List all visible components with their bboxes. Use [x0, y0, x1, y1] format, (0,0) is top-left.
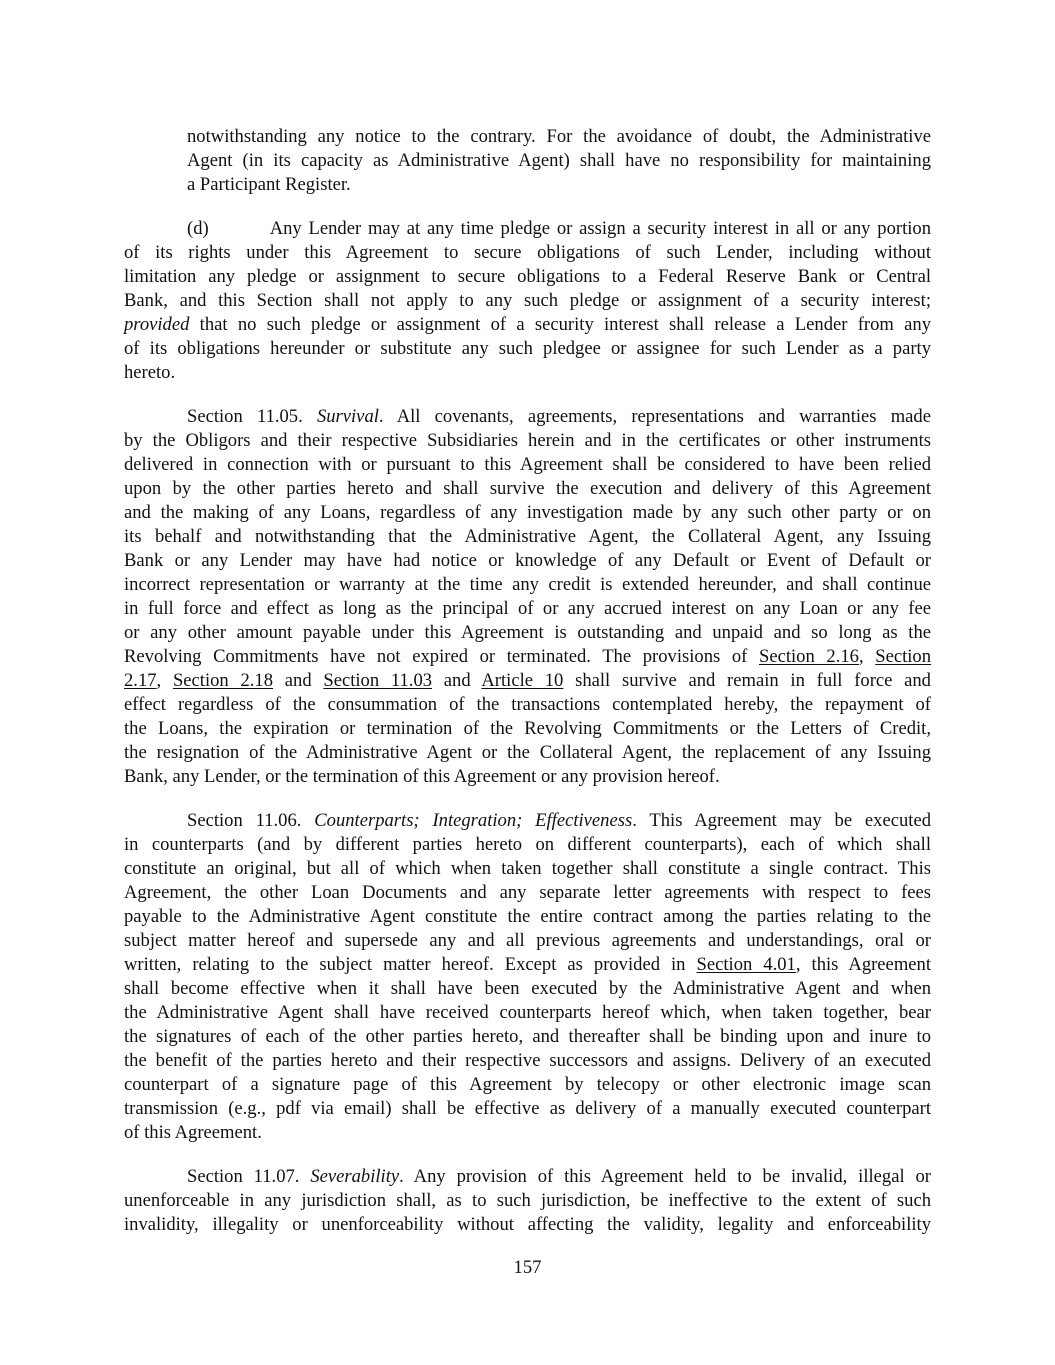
text-segment: hereto. [124, 362, 176, 383]
cross-reference-link[interactable]: Article 10 [481, 670, 564, 691]
text-line [124, 717, 931, 741]
text-line [124, 337, 931, 361]
text-line [124, 1049, 931, 1073]
cross-reference-link[interactable]: Section 2.16 [758, 646, 859, 667]
text-line [124, 525, 931, 549]
paragraph [124, 405, 931, 789]
text-line [124, 405, 931, 429]
text-line [124, 1073, 931, 1097]
text-segment: transmission (e.g., pdf via email) shall be effective as delivery of a manually executed counterpart [124, 1098, 931, 1119]
text-line [124, 621, 931, 645]
text-segment: Section 11.05. [187, 406, 317, 427]
text-line [124, 1025, 931, 1049]
text-segment: Section 11.07. [187, 1166, 311, 1187]
text-segment: the benefit of the parties hereto and their respective successors and assigns. Delivery of an executed [124, 1050, 931, 1071]
text-line [124, 361, 931, 385]
text-line [124, 857, 931, 881]
italic-heading: Survival [316, 406, 379, 427]
text-segment: shall survive and remain in full force and [563, 670, 931, 691]
text-segment: . Any provision of this Agreement held to be invalid, illegal or [399, 1166, 931, 1187]
text-segment: payable to the Administrative Agent constitute the entire contract among the parties relating to the [124, 906, 931, 927]
text-line [124, 645, 931, 669]
text-segment: shall become effective when it shall have been executed by the Administrative Agent and when [124, 978, 931, 999]
document-body [124, 125, 931, 1257]
cross-reference-link[interactable]: Section 2.18 [172, 670, 274, 691]
text-segment: , [858, 646, 876, 667]
text-line [124, 241, 931, 265]
text-line [187, 149, 931, 173]
text-line [187, 173, 931, 197]
text-segment: of its rights under this Agreement to secure obligations of such Lender, including without [124, 242, 931, 263]
text-segment: counterpart of a signature page of this Agreement by telecopy or other electronic image scan [124, 1074, 931, 1095]
cross-reference-link[interactable]: Section [875, 646, 932, 667]
text-line [124, 453, 931, 477]
text-segment: Bank, any Lender, or the termination of this Agreement or any provision hereof. [124, 766, 720, 787]
text-line [124, 765, 931, 789]
text-segment: Agreement, the other Loan Documents and any separate letter agreements with respect to fees [124, 882, 931, 903]
text-line [124, 313, 931, 337]
text-line [124, 265, 931, 289]
text-segment: a Participant Register. [187, 174, 351, 195]
page-number: 157 [513, 1257, 542, 1278]
text-segment: or any other amount payable under this Agreement is outstanding and unpaid and so long as the [124, 622, 931, 643]
text-line [124, 549, 931, 573]
paragraph [124, 217, 931, 385]
text-line [124, 693, 931, 717]
text-segment: by the Obligors and their respective Subsidiaries herein and in the certificates or other instruments [124, 430, 931, 451]
text-segment: . This Agreement may be executed [632, 810, 931, 831]
text-segment: effect regardless of the consummation of the transactions contemplated hereby, the repayment of [124, 694, 931, 715]
text-line [124, 741, 931, 765]
text-segment: upon by the other parties hereto and shall survive the execution and delivery of this Agreement [124, 478, 931, 499]
text-segment: the Administrative Agent shall have received counterparts hereof which, when taken together, bear [124, 1002, 931, 1023]
text-line [124, 881, 931, 905]
clause-label: (d) [187, 218, 209, 239]
text-segment: of this Agreement. [124, 1122, 262, 1143]
text-segment: Agent (in its capacity as Administrative Agent) shall have no responsibility for maintaining [187, 150, 931, 171]
text-line [124, 1097, 931, 1121]
text-line [187, 125, 931, 149]
text-line [124, 429, 931, 453]
text-line [124, 1165, 931, 1189]
text-segment: invalidity, illegality or unenforceability without affecting the validity, legality and enforceability [124, 1214, 931, 1235]
text-line [124, 573, 931, 597]
text-line [124, 477, 931, 501]
paragraph [124, 809, 931, 1145]
text-line [124, 669, 931, 693]
text-segment: the signatures of each of the other parties hereto, and thereafter shall be binding upon and inure to [124, 1026, 931, 1047]
text-segment: Bank, and this Section shall not apply to any such pledge or assignment of a security interest; [124, 290, 931, 311]
text-segment: subject matter hereof and supersede any and all previous agreements and understandings, oral or [124, 930, 931, 951]
text-segment: the resignation of the Administrative Agent or the Collateral Agent, the replacement of any Issuing [124, 742, 931, 763]
text-line [124, 833, 931, 857]
text-segment: Revolving Commitments have not expired or terminated. The provisions of [124, 646, 759, 667]
text-segment: and [432, 670, 482, 691]
text-segment: of its obligations hereunder or substitute any such pledgee or assignee for such Lender as a party [124, 338, 931, 359]
text-segment: in counterparts (and by different parties hereto on different counterparts), each of which shall [124, 834, 931, 855]
text-segment: and [273, 670, 324, 691]
text-segment: Bank or any Lender may have had notice or knowledge of any Default or Event of Default or [124, 550, 931, 571]
text-line [124, 905, 931, 929]
text-line [124, 597, 931, 621]
italic-heading: Severability [310, 1166, 400, 1187]
text-segment: . All covenants, agreements, representations and warranties made [378, 406, 931, 427]
cross-reference-link[interactable]: Section 11.03 [323, 670, 433, 691]
text-segment: limitation any pledge or assignment to secure obligations to a Federal Reserve Bank or Central [124, 266, 931, 287]
text-line [124, 1121, 931, 1145]
text-line [124, 977, 931, 1001]
paragraph [187, 125, 931, 197]
text-segment: that no such pledge or assignment of a security interest shall release a Lender from any [189, 314, 931, 335]
text-segment: delivered in connection with or pursuant to this Agreement shall be considered to have been relied [124, 454, 931, 475]
paragraph [124, 1165, 931, 1237]
text-segment: unenforceable in any jurisdiction shall, as to such jurisdiction, be ineffective to the extent of such [124, 1190, 931, 1211]
text-line [124, 1213, 931, 1237]
text-line [124, 809, 931, 833]
text-line [124, 289, 931, 313]
text-segment: in full force and effect as long as the principal of or any accrued interest on any Loan or any fee [124, 598, 931, 619]
text-line [124, 1189, 931, 1213]
italic-heading: provided [124, 314, 190, 335]
text-segment: , this Agreement [795, 954, 931, 975]
cross-reference-link[interactable]: Section 4.01 [696, 954, 796, 975]
text-segment: notwithstanding any notice to the contrary. For the avoidance of doubt, the Administrative [187, 126, 931, 147]
italic-heading: Counterparts; Integration; Effectiveness [314, 810, 633, 831]
text-line [124, 501, 931, 525]
text-line [124, 217, 931, 241]
text-segment: Section 11.06. [187, 810, 315, 831]
text-line [124, 953, 931, 977]
text-segment: , [156, 670, 173, 691]
text-segment: incorrect representation or warranty at the time any credit is extended hereunder, and shall continue [124, 574, 931, 595]
text-segment: Any Lender may at any time pledge or assign a security interest in all or any portion [269, 218, 931, 239]
text-segment: written, relating to the subject matter hereof. Except as provided in [124, 954, 697, 975]
cross-reference-link[interactable]: 2.17 [124, 670, 157, 691]
text-line [124, 929, 931, 953]
text-segment: its behalf and notwithstanding that the Administrative Agent, the Collateral Agent, any Issuing [124, 526, 931, 547]
text-segment: constitute an original, but all of which when taken together shall constitute a single contract. This [124, 858, 931, 879]
text-segment: and the making of any Loans, regardless of any investigation made by any such other party or on [124, 502, 931, 523]
text-line [124, 1001, 931, 1025]
text-segment: the Loans, the expiration or termination of the Revolving Commitments or the Letters of Credit, [124, 718, 931, 739]
